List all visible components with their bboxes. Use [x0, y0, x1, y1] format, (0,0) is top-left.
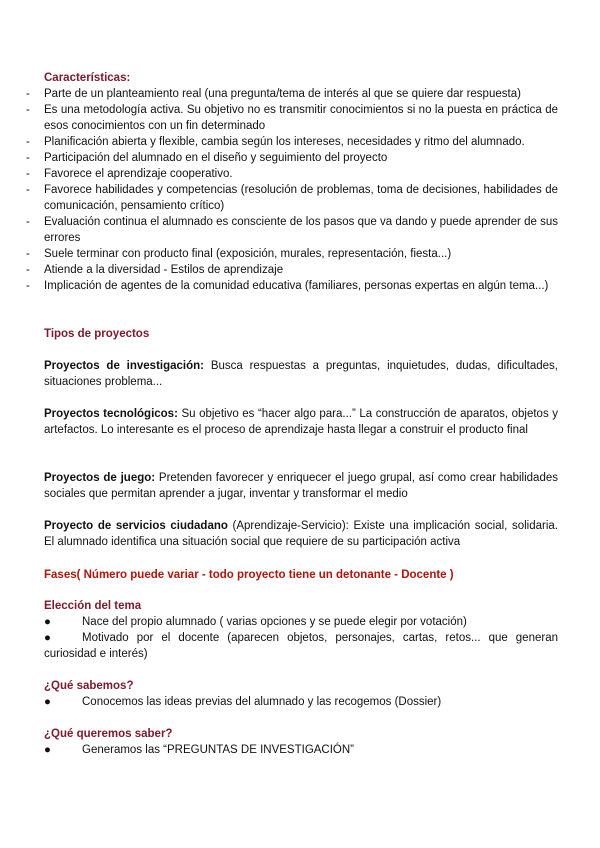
dash-mark: - [26, 248, 30, 260]
dash-mark: - [26, 264, 30, 276]
list-item-text: Evaluación continua el alumnado es consciente de los pasos que va dando y puede aprender de sus errores [44, 216, 558, 244]
tipo-tecnologicos [0, 406, 600, 438]
tipo-text: Pretenden favorecer y enriquecer el juego grupal, así como crear habilidades sociales que permitan aprender a jugar, inventar y transformar el medio [44, 472, 558, 500]
eleccion-list [0, 614, 600, 662]
tipo-text: Su objetivo es “hacer algo para...” La construcción de aparatos, objetos y artefactos. Lo interesante es el proceso de aprendizaje hasta llegar a construir el producto final [44, 408, 559, 436]
dash-mark: - [26, 184, 30, 196]
list-item-text: Suele terminar con producto final (exposición, murales, representación, fiesta...) [44, 248, 452, 260]
bullet-mark: ● [44, 616, 51, 628]
sabemos-section [0, 678, 600, 710]
list-item [0, 246, 600, 262]
dash-mark: - [26, 152, 30, 164]
list-item-text: Favorece habilidades y competencias (resolución de problemas, toma de decisiones, habilidades de comunicación, pensamiento crítico) [44, 184, 558, 212]
tipos-section [0, 326, 600, 342]
list-item [0, 262, 600, 278]
list-item [0, 182, 600, 214]
list-item [0, 694, 600, 710]
list-item-text: Es una metodología activa. Su objetivo no es transmitir conocimientos si no la puesta en práctica de esos conocimientos con un fin determinado [44, 104, 558, 132]
tipo-servicios [0, 518, 600, 550]
queremos-title: ¿Qué queremos saber? [44, 728, 173, 740]
tipo-juego [0, 470, 600, 502]
list-item [0, 134, 600, 150]
list-item-text: Conocemos las ideas previas del alumnado y las recogemos (Dossier) [82, 696, 442, 708]
list-item [0, 150, 600, 166]
list-item [0, 86, 600, 102]
dash-mark: - [26, 216, 30, 228]
list-item [0, 614, 600, 630]
list-item-text: Motivado por el docente (aparecen objetos, personajes, cartas, retos... que generan curiosidad e interés) [44, 632, 558, 660]
list-item [0, 214, 600, 246]
tipos-title: Tipos de proyectos [44, 328, 150, 340]
list-item [0, 166, 600, 182]
list-item-text: Nace del propio alumnado ( varias opciones y se puede elegir por votación) [82, 616, 467, 628]
dash-mark: - [26, 168, 30, 180]
list-item-text: Participación del alumnado en el diseño y seguimiento del proyecto [44, 152, 388, 164]
dash-mark: - [26, 88, 30, 100]
list-item-text: Planificación abierta y flexible, cambia según los intereses, necesidades y ritmo del alumnado. [44, 136, 525, 148]
tipo-investigacion [0, 358, 600, 390]
tipo-label: Proyecto de servicios ciudadano [44, 520, 228, 532]
caracteristicas-section [0, 70, 600, 294]
list-item [0, 742, 600, 758]
sabemos-list [0, 694, 600, 710]
dash-mark: - [26, 280, 30, 292]
bullet-mark: ● [44, 696, 51, 708]
dash-mark: - [26, 136, 30, 148]
fases-section [0, 567, 600, 583]
tipo-label: Proyectos de investigación: [44, 360, 204, 372]
queremos-list [0, 742, 600, 758]
caracteristicas-title: Características: [44, 72, 131, 84]
list-item [0, 630, 600, 662]
sabemos-title: ¿Qué sabemos? [44, 680, 134, 692]
list-item [0, 278, 600, 294]
caracteristicas-list [0, 86, 600, 294]
list-item [0, 102, 600, 134]
fases-title: Fases( Número puede variar - todo proyecto tiene un detonante - Docente ) [44, 569, 454, 581]
bullet-mark: ● [44, 632, 51, 644]
eleccion-section [0, 598, 600, 662]
tipo-label: Proyectos de juego: [44, 472, 156, 484]
tipo-text: Busca respuestas a preguntas, inquietudes, dudas, dificultades, situaciones problema... [44, 360, 558, 388]
tipo-text: (Aprendizaje-Servicio): Existe una implicación social, solidaria. El alumnado identifica una situación social que requiere de su participación activa [44, 520, 559, 548]
list-item-text: Atiende a la diversidad - Estilos de aprendizaje [44, 264, 284, 276]
list-item-text: Parte de un planteamiento real (una pregunta/tema de interés al que se quiere dar respuesta) [44, 88, 521, 100]
list-item-text: Generamos las “PREGUNTAS DE INVESTIGACIÓN” [82, 744, 355, 756]
bullet-mark: ● [44, 744, 51, 756]
queremos-section [0, 726, 600, 758]
list-item-text: Implicación de agentes de la comunidad educativa (familiares, personas expertas en algún tema...) [44, 280, 549, 292]
list-item-text: Favorece el aprendizaje cooperativo. [44, 168, 233, 180]
dash-mark: - [26, 104, 30, 116]
eleccion-title: Elección del tema [44, 600, 142, 612]
tipo-label: Proyectos tecnológicos: [44, 408, 178, 420]
